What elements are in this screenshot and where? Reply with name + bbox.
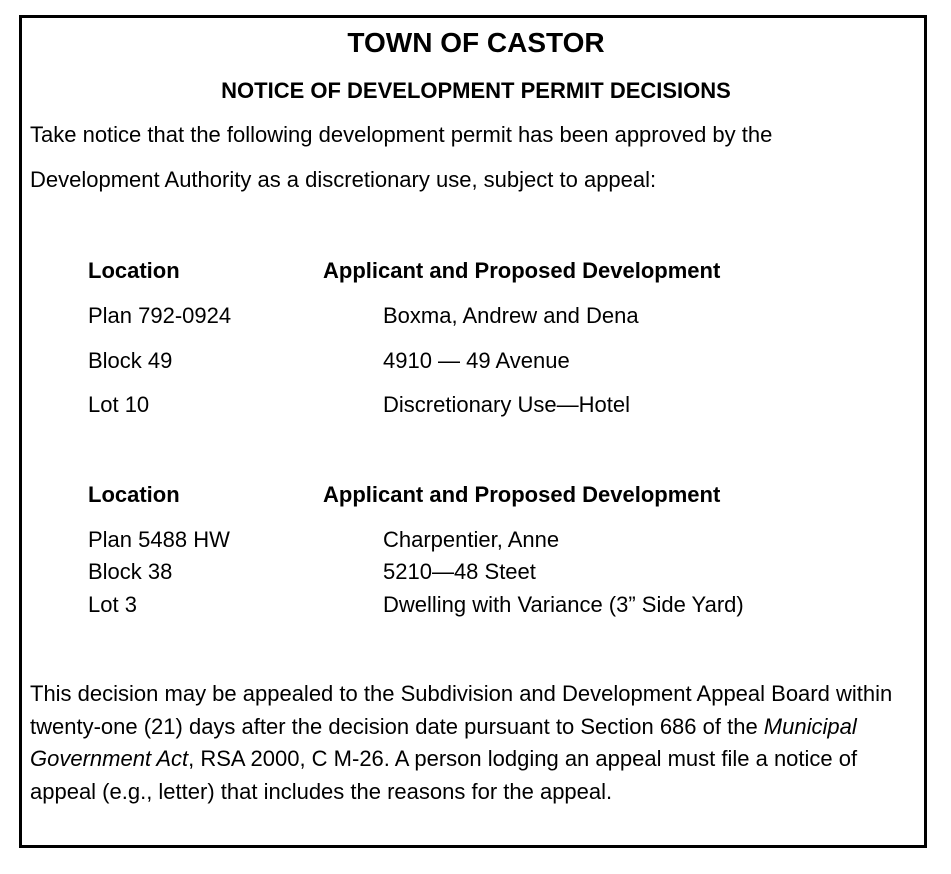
town-title: TOWN OF CASTOR [347,27,605,58]
permit-2-applicant-header: Applicant and Proposed Development [323,482,721,507]
permit-1-plan: Plan 792-0924 [88,303,232,328]
permit-1-address: 4910 — 49 Avenue [383,348,570,373]
appeal-notice [30,678,920,808]
permit-2-plan: Plan 5488 HW [88,527,230,552]
permit-1-location-header: Location [88,258,180,283]
permit-1-applicant-header: Applicant and Proposed Development [323,258,721,283]
notice-heading: NOTICE OF DEVELOPMENT PERMIT DECISIONS [221,78,731,103]
permit-2-applicant: Charpentier, Anne [383,527,560,552]
act-name: Municipal Government Act [30,713,857,771]
appeal-text-start: This decision may be appealed to the Subdivision and Development Appeal Board within twenty-one (21) days after the decision date pursuant to Section 686 of the [30,681,893,739]
intro-line-2: Development Authority as a discretionary use, subject to appeal: [30,167,657,192]
permit-2-location-header: Location [88,482,180,507]
permit-2-block: Block 38 [88,559,173,584]
permit-1-applicant: Boxma, Andrew and Dena [383,303,639,328]
permit-1-block: Block 49 [88,348,173,373]
permit-1-development: Discretionary Use—Hotel [383,392,630,417]
permit-2-lot: Lot 3 [88,592,137,617]
notice-frame [19,15,927,848]
appeal-text-end: , RSA 2000, C M-26. A person lodging an appeal must file a notice of appeal (e.g., letter) that includes the reasons for the appeal. [30,746,858,804]
intro-line-1: Take notice that the following development permit has been approved by the [30,122,773,147]
permit-2-address: 5210—48 Steet [383,559,536,584]
permit-1-lot: Lot 10 [88,392,150,417]
permit-2-development: Dwelling with Variance (3” Side Yard) [383,592,744,617]
